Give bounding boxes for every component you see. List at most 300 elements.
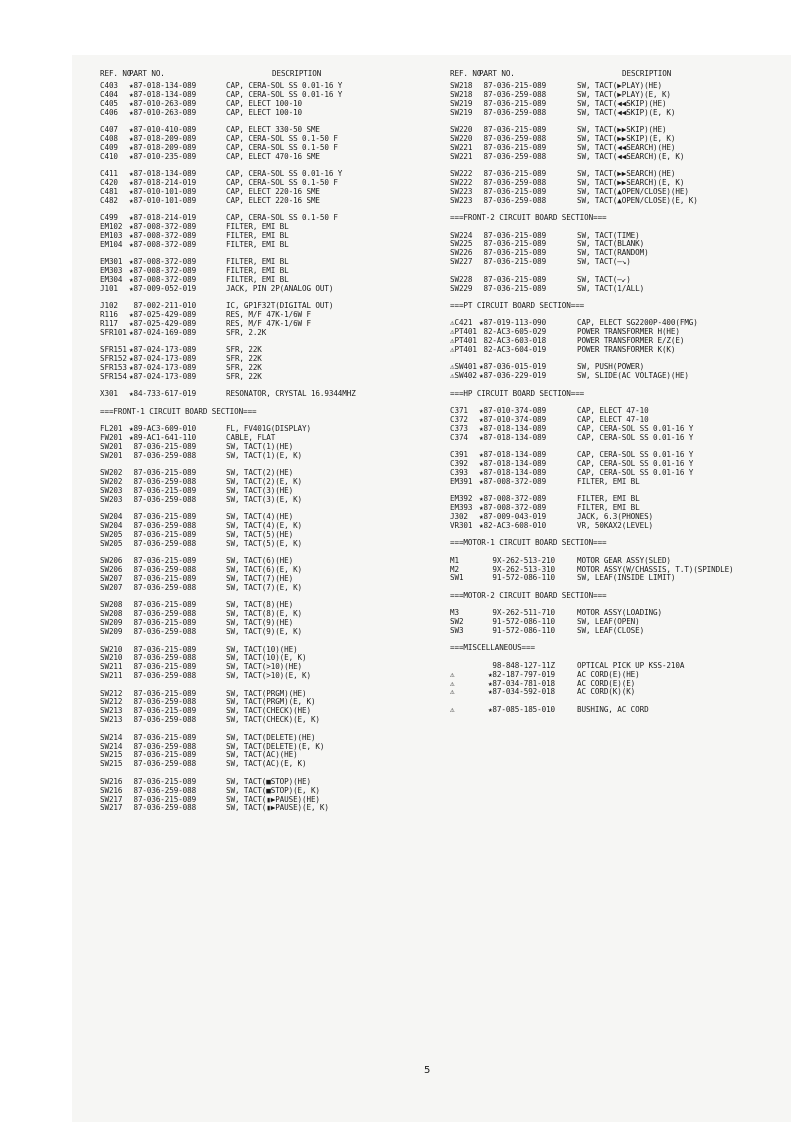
part-row <box>100 390 430 399</box>
ref-no: EM301 <box>100 257 123 267</box>
part-description: SW, TACT(■STOP)(E, K) <box>226 785 320 795</box>
part-no: ★87-018-134-089 <box>479 450 547 460</box>
ref-no: SW208 <box>100 600 123 610</box>
part-no: ★87-024-173-089 <box>129 363 197 373</box>
ref-no: SW3 <box>450 625 464 635</box>
part-description: SW, TACT(PRGM)(E, K) <box>226 697 316 707</box>
part-no: 87-036-259-088 <box>479 178 547 188</box>
description-header: DESCRIPTION <box>272 69 322 78</box>
part-row <box>450 285 780 294</box>
part-description: SW, TACT(▶PLAY)(E, K) <box>577 89 671 99</box>
ref-no: SW211 <box>100 671 123 681</box>
part-description: SW, TACT(AC)(HE) <box>226 750 298 760</box>
ref-no: SW1 <box>450 573 464 583</box>
part-no: 87-036-215-089 <box>479 81 547 90</box>
ref-no: SW205 <box>100 530 123 540</box>
part-no: 87-036-215-089 <box>129 600 197 610</box>
part-no: ★87-036-015-019 <box>479 362 547 372</box>
ref-no: C420 <box>100 178 118 188</box>
ref-no: SFR101 <box>100 327 127 337</box>
part-description: SW, TACT(◀◀SKIP)(HE) <box>577 98 667 108</box>
ref-no: C481 <box>100 186 118 196</box>
ref-no: SW226 <box>450 248 473 258</box>
part-description: CAP, CERA-SOL SS 0.01-16 Y <box>226 169 343 179</box>
ref-no: C499 <box>100 213 118 223</box>
part-description: MOTOR ASSY(LOADING) <box>577 608 662 618</box>
part-no: 87-036-259-088 <box>479 107 547 117</box>
parts-list-left-column <box>100 70 430 813</box>
part-row <box>100 197 430 206</box>
part-no: 87-036-259-088 <box>129 450 197 460</box>
part-row <box>450 478 780 487</box>
ref-no: SW209 <box>100 627 123 637</box>
ref-no: SW219 <box>450 98 473 108</box>
part-no: 87-036-259-088 <box>129 494 197 504</box>
part-no: 87-036-215-089 <box>129 574 197 584</box>
part-description: POWER TRANSFORMER K(K) <box>577 344 676 354</box>
part-no: ★87-008-372-089 <box>129 230 197 240</box>
part-description: CAP, ELECT 220-16 SME <box>226 195 320 205</box>
part-description: SW, TACT(■STOP)(HE) <box>226 776 311 786</box>
part-no: 87-036-259-088 <box>129 741 197 751</box>
ref-no: SW206 <box>100 565 123 575</box>
section-title: ===MOTOR-2 CIRCUIT BOARD SECTION=== <box>450 590 607 600</box>
part-no: 9X-262-513-210 <box>479 555 556 565</box>
part-no: 87-036-215-089 <box>479 142 547 152</box>
ref-no: C482 <box>100 195 118 205</box>
ref-no: SW211 <box>100 662 123 672</box>
ref-no: SW219 <box>450 107 473 117</box>
part-description: SW, TACT(RANDOM) <box>577 248 649 258</box>
part-description: SW, TACT(◀◀SKIP)(E, K) <box>577 107 676 117</box>
ref-no: SW218 <box>450 81 473 90</box>
part-no: ★87-018-134-089 <box>129 89 197 99</box>
part-no: ★87-018-209-089 <box>129 142 197 152</box>
part-description: FILTER, EMI BL <box>577 476 640 486</box>
ref-no: SW215 <box>100 759 123 769</box>
ref-no: EM393 <box>450 503 473 513</box>
part-row <box>450 627 780 636</box>
part-description: SW, TACT(▶▶SKIP)(E, K) <box>577 133 676 143</box>
part-description: BUSHING, AC CORD <box>577 704 649 714</box>
part-description: CAP, CERA-SOL SS 0.01-16 Y <box>577 423 694 433</box>
part-description: SW, TACT(3)(E, K) <box>226 494 303 504</box>
part-row <box>100 241 430 250</box>
part-description: RESONATOR, CRYSTAL 16.9344MHZ <box>226 389 356 399</box>
part-row <box>450 574 780 583</box>
ref-no: C406 <box>100 107 118 117</box>
part-no: 87-002-211-010 <box>129 301 197 311</box>
part-description: POWER TRANSFORMER E/Z(E) <box>577 336 685 346</box>
ref-no: SW228 <box>450 274 473 284</box>
part-description: SW, TACT(2)(E, K) <box>226 477 303 487</box>
ref-no: ⚠C421 <box>450 318 473 328</box>
part-description: SW, TACT(1)(E, K) <box>226 450 303 460</box>
part-description: CAP, CERA-SOL SS 0.01-16 Y <box>577 450 694 460</box>
part-description: SFR, 22K <box>226 372 262 382</box>
ref-no: SW221 <box>450 151 473 161</box>
ref-no: SW213 <box>100 715 123 725</box>
part-no: 87-036-259-088 <box>129 627 197 637</box>
ref-no: J302 <box>450 511 468 521</box>
part-no: 87-036-259-088 <box>129 539 197 549</box>
part-no: 87-036-215-089 <box>129 442 197 451</box>
part-description: VR, 50KAX2(LEVEL) <box>577 520 654 530</box>
part-description: SW, TACT(6)(HE) <box>226 556 294 566</box>
part-no: 87-036-259-088 <box>129 565 197 575</box>
part-description: MOTOR GEAR ASSY(SLED) <box>577 555 671 565</box>
part-no: ★89-AC1-641-110 <box>129 433 197 443</box>
section-heading <box>450 592 780 601</box>
part-no: ★87-024-173-089 <box>129 345 197 355</box>
part-no: ★82-AC3-608-010 <box>479 520 547 530</box>
ref-no: C411 <box>100 169 118 179</box>
part-no: ★87-018-209-089 <box>129 133 197 143</box>
part-no: 87-036-259-088 <box>129 477 197 487</box>
part-no: ★87-008-372-089 <box>129 275 197 285</box>
section-title: ===HP CIRCUIT BOARD SECTION=== <box>450 388 585 398</box>
ref-no: ⚠ <box>450 687 455 697</box>
ref-no: SFR151 <box>100 345 127 355</box>
part-description: CABLE, FLAT <box>226 433 276 443</box>
part-no: 9X-262-513-310 <box>479 564 556 574</box>
part-no: ★84-733-617-019 <box>129 389 197 399</box>
part-description: JACK, PIN 2P(ANALOG OUT) <box>226 283 334 293</box>
part-row <box>450 153 780 162</box>
part-description: FILTER, EMI BL <box>226 239 289 249</box>
part-no: ★87-008-372-089 <box>129 266 197 276</box>
part-no: ★87-034-592-018 <box>479 687 556 697</box>
ref-no: C409 <box>100 142 118 152</box>
part-no: 87-036-215-089 <box>129 618 197 628</box>
part-description: CAP, ELECT 330-50 SME <box>226 125 320 135</box>
ref-no: C404 <box>100 89 118 99</box>
part-description: SFR, 2.2K <box>226 327 267 337</box>
part-description: CAP, CERA-SOL SS 0.01-16 Y <box>577 459 694 468</box>
part-description: CAP, ELECT 47-10 <box>577 414 649 424</box>
part-description: SW, TACT(▶PLAY)(HE) <box>577 81 662 90</box>
part-description: CAP, ELECT SG2200P-400(FMG) <box>577 318 698 328</box>
part-description: SW, TACT(AC)(E, K) <box>226 759 307 769</box>
part-description: SW, TACT(1)(HE) <box>226 442 294 451</box>
part-no: ★87-024-173-089 <box>129 372 197 382</box>
part-description: SW, TACT(PRGM)(HE) <box>226 688 307 698</box>
part-description: SW, TACT(6)(E, K) <box>226 565 303 575</box>
ref-no: SW208 <box>100 609 123 619</box>
part-description: SW, TACT(5)(E, K) <box>226 539 303 549</box>
part-no: ★87-018-214-019 <box>129 178 197 188</box>
part-no: ★87-018-134-089 <box>479 423 547 433</box>
ref-no: C410 <box>100 151 118 161</box>
part-description: SW, TACT(4)(E, K) <box>226 521 303 531</box>
section-heading <box>450 390 780 399</box>
part-no: 82-AC3-604-019 <box>479 344 547 354</box>
ref-no: C372 <box>450 414 468 424</box>
section-heading <box>100 408 430 417</box>
section-title: ===FRONT-2 CIRCUIT BOARD SECTION=== <box>450 213 607 223</box>
ref-no: SW227 <box>450 257 473 267</box>
part-no: 87-036-215-089 <box>479 125 547 135</box>
part-description: IC, GP1F32T(DIGITAL OUT) <box>226 301 334 311</box>
ref-no: SW217 <box>100 803 123 813</box>
ref-no-header: REF. NO. <box>450 69 486 78</box>
ref-no: SW212 <box>100 697 123 707</box>
part-description: POWER TRANSFORMER H(HE) <box>577 327 680 337</box>
part-row <box>100 153 430 162</box>
part-description: SW, TACT(3)(HE) <box>226 486 294 496</box>
ref-no: SW216 <box>100 776 123 786</box>
part-description: SW, TACT(9)(E, K) <box>226 627 303 637</box>
ref-no: SW204 <box>100 521 123 531</box>
part-no: ★87-008-372-089 <box>129 239 197 249</box>
ref-no: C405 <box>100 98 118 108</box>
part-no: 91-572-086-110 <box>479 573 556 583</box>
part-no: 82-AC3-603-018 <box>479 336 547 346</box>
part-no: 87-036-215-089 <box>479 230 547 240</box>
part-no: 87-036-215-089 <box>129 688 197 698</box>
ref-no: C371 <box>450 406 468 416</box>
part-no: ★87-024-169-089 <box>129 327 197 337</box>
ref-no: R116 <box>100 310 118 320</box>
part-no: 87-036-215-089 <box>129 706 197 716</box>
page-number: 5 <box>424 1065 431 1076</box>
ref-no: ⚠SW402 <box>450 371 477 381</box>
part-no: 87-036-259-088 <box>129 697 197 707</box>
part-no: 87-036-215-089 <box>129 732 197 742</box>
part-description: CAP, ELECT 220-16 SME <box>226 186 320 196</box>
part-no: ★87-009-052-019 <box>129 283 197 293</box>
part-no: 87-036-259-088 <box>479 195 547 205</box>
part-no: 87-036-215-089 <box>129 750 197 760</box>
part-description: CAP, CERA-SOL SS 0.01-16 Y <box>577 432 694 442</box>
part-description: SW, TACT(▮▶PAUSE)(E, K) <box>226 803 329 813</box>
part-row <box>450 522 780 531</box>
part-row <box>100 584 430 593</box>
part-no-header: PART NO. <box>479 69 515 78</box>
ref-no: EM103 <box>100 230 123 240</box>
ref-no: EM392 <box>450 494 473 504</box>
part-description: SW, TACT(▲OPEN/CLOSE)(HE) <box>577 186 689 196</box>
part-no: 87-036-259-088 <box>129 803 197 813</box>
part-row <box>100 716 430 725</box>
part-no: 87-036-259-088 <box>479 89 547 99</box>
part-no: 87-036-259-088 <box>129 609 197 619</box>
part-row <box>100 285 430 294</box>
ref-no: SW215 <box>100 750 123 760</box>
part-description: SW, TACT(▲OPEN/CLOSE)(E, K) <box>577 195 698 205</box>
part-no: ★87-010-263-089 <box>129 98 197 108</box>
part-description: SFR, 22K <box>226 363 262 373</box>
part-no: 9X-262-511-710 <box>479 608 556 618</box>
ref-no: ⚠ <box>450 704 455 714</box>
ref-no: SW202 <box>100 468 123 478</box>
ref-no: SW2 <box>450 617 464 627</box>
part-description: CAP, ELECT 47-10 <box>577 406 649 416</box>
part-description: AC CORD(E)(HE) <box>577 669 640 679</box>
part-description: CAP, CERA-SOL SS 0.1-50 F <box>226 213 338 223</box>
part-description: FILTER, EMI BL <box>226 266 289 276</box>
ref-no: SW210 <box>100 644 123 654</box>
ref-no: R117 <box>100 319 118 329</box>
ref-no: SW223 <box>450 195 473 205</box>
ref-no: EM304 <box>100 275 123 285</box>
part-no: 87-036-259-088 <box>129 521 197 531</box>
part-no: 87-036-215-089 <box>129 468 197 478</box>
section-heading <box>450 644 780 653</box>
part-no: ★87-036-229-019 <box>479 371 547 381</box>
ref-no: SW207 <box>100 574 123 584</box>
part-description: CAP, CERA-SOL SS 0.1-50 F <box>226 133 338 143</box>
ref-no: C392 <box>450 459 468 468</box>
part-no: ★87-025-429-089 <box>129 310 197 320</box>
ref-no: SW207 <box>100 583 123 593</box>
section-title: ===FRONT-1 CIRCUIT BOARD SECTION=== <box>100 406 257 416</box>
part-no: 87-036-215-089 <box>479 169 547 179</box>
part-description: FILTER, EMI BL <box>577 503 640 513</box>
ref-no: SW220 <box>450 133 473 143</box>
part-description: SW, LEAF(OPEN) <box>577 617 640 627</box>
ref-no: C407 <box>100 125 118 135</box>
part-no: ★87-008-372-089 <box>479 476 547 486</box>
section-heading <box>450 539 780 548</box>
section-title: ===MISCELLANEOUS=== <box>450 643 535 653</box>
part-description: SW, TACT(▶▶SKIP)(HE) <box>577 125 667 135</box>
ref-no: J102 <box>100 301 118 311</box>
part-description: SW, TACT(8)(HE) <box>226 600 294 610</box>
ref-no: SW220 <box>450 125 473 135</box>
part-description: CAP, ELECT 100-10 <box>226 98 303 108</box>
ref-no: EM391 <box>450 476 473 486</box>
part-description: SW, TACT(10)(E, K) <box>226 653 307 663</box>
part-no: 87-036-215-089 <box>129 486 197 496</box>
part-description: SW, TACT(CHECK)(E, K) <box>226 715 320 725</box>
part-no: ★87-018-134-089 <box>129 169 197 179</box>
part-no: 87-036-215-089 <box>479 98 547 108</box>
part-description: SW, TACT(TIME) <box>577 230 640 240</box>
ref-no: C408 <box>100 133 118 143</box>
part-description: SW, TACT(▶▶SEARCH)(HE) <box>577 169 676 179</box>
ref-no: SW206 <box>100 556 123 566</box>
part-description: SW, TACT(―↘) <box>577 257 631 267</box>
ref-no: SW214 <box>100 741 123 751</box>
part-description: AC CORD(E)(E) <box>577 678 636 688</box>
part-row <box>450 434 780 443</box>
part-row <box>100 672 430 681</box>
part-no: ★87-010-410-089 <box>129 125 197 135</box>
part-no: 87-036-259-088 <box>129 785 197 795</box>
part-no: 87-036-259-088 <box>479 133 547 143</box>
part-row <box>450 372 780 381</box>
part-no: 87-036-215-089 <box>129 556 197 566</box>
part-description: OPTICAL PICK UP KSS-210A <box>577 660 685 670</box>
ref-no: SW229 <box>450 283 473 293</box>
part-no: 87-036-215-089 <box>129 794 197 804</box>
ref-no: SW224 <box>450 230 473 240</box>
ref-no: C374 <box>450 432 468 442</box>
part-description: SW, TACT(CHECK)(HE) <box>226 706 311 716</box>
part-description: CAP, CERA-SOL SS 0.1-50 F <box>226 142 338 152</box>
part-no: ★87-019-113-090 <box>479 318 547 328</box>
ref-no: X301 <box>100 389 118 399</box>
ref-no: SW221 <box>450 142 473 152</box>
ref-no-header: REF. NO. <box>100 69 136 78</box>
part-description: SW, LEAF(INSIDE LIMIT) <box>577 573 676 583</box>
part-no: ★87-018-134-089 <box>479 459 547 468</box>
ref-no: SW223 <box>450 186 473 196</box>
ref-no: C393 <box>450 467 468 477</box>
ref-no: ⚠PT401 <box>450 344 477 354</box>
ref-no: C391 <box>450 450 468 460</box>
part-no: ★87-018-214-019 <box>129 213 197 223</box>
part-no: 87-036-259-088 <box>479 151 547 161</box>
ref-no: SFR152 <box>100 354 127 364</box>
ref-no: EM104 <box>100 239 123 249</box>
part-no: ★87-008-372-089 <box>479 503 547 513</box>
part-no: 91-572-086-110 <box>479 617 556 627</box>
part-no: 87-036-259-088 <box>129 583 197 593</box>
part-no: ★87-008-372-089 <box>129 257 197 267</box>
part-description: AC CORD(K)(K) <box>577 687 636 697</box>
ref-no: SW201 <box>100 450 123 460</box>
part-no: ★87-008-372-089 <box>479 494 547 504</box>
part-description: SW, TACT(7)(HE) <box>226 574 294 584</box>
part-description: SW, TACT(5)(HE) <box>226 530 294 540</box>
part-row <box>450 109 780 118</box>
part-description: JACK, 6.3(PHONES) <box>577 511 654 521</box>
part-no: ★87-010-263-089 <box>129 107 197 117</box>
part-description: SW, PUSH(POWER) <box>577 362 645 372</box>
ref-no: ⚠PT401 <box>450 327 477 337</box>
ref-no: SW212 <box>100 688 123 698</box>
part-row <box>100 804 430 813</box>
ref-no: SW213 <box>100 706 123 716</box>
ref-no: SW210 <box>100 653 123 663</box>
part-description: SW, TACT(4)(HE) <box>226 512 294 522</box>
part-description: SW, TACT(◀◀SEARCH)(E, K) <box>577 151 685 161</box>
part-description: CAP, CERA-SOL SS 0.1-50 F <box>226 178 338 188</box>
part-no: 87-036-215-089 <box>129 512 197 522</box>
part-row <box>100 628 430 637</box>
part-row <box>100 373 430 382</box>
ref-no: J101 <box>100 283 118 293</box>
part-row <box>100 452 430 461</box>
ref-no: SW204 <box>100 512 123 522</box>
ref-no: SW205 <box>100 539 123 549</box>
part-description: FL, FV401G(DISPLAY) <box>226 424 311 434</box>
part-no: ★87-010-374-089 <box>479 414 547 424</box>
ref-no: SW225 <box>450 239 473 249</box>
part-no: 87-036-215-089 <box>129 530 197 540</box>
part-no: 87-036-215-089 <box>129 776 197 786</box>
part-no: 87-036-259-088 <box>129 671 197 681</box>
part-description: FILTER, EMI BL <box>226 222 289 232</box>
part-no: ★82-187-797-019 <box>479 669 556 679</box>
part-no: ★87-034-781-018 <box>479 678 556 688</box>
part-no: ★87-010-374-089 <box>479 406 547 416</box>
part-description: CAP, CERA-SOL SS 0.01-16 Y <box>226 89 343 99</box>
part-no: 87-036-215-089 <box>479 274 547 284</box>
part-no-header: PART NO. <box>129 69 165 78</box>
part-no: ★87-010-101-089 <box>129 186 197 196</box>
part-description: MOTOR ASSY(W/CHASSIS, T.T)(SPINDLE) <box>577 564 734 574</box>
part-no: ★89-AC3-609-010 <box>129 424 197 434</box>
part-row <box>100 109 430 118</box>
ref-no: M2 <box>450 564 459 574</box>
part-no: ★87-018-134-089 <box>129 81 197 90</box>
ref-no: M1 <box>450 555 459 565</box>
part-description: SW, TACT(>10)(E, K) <box>226 671 311 681</box>
part-description: SW, TACT(▮▶PAUSE)(HE) <box>226 794 320 804</box>
